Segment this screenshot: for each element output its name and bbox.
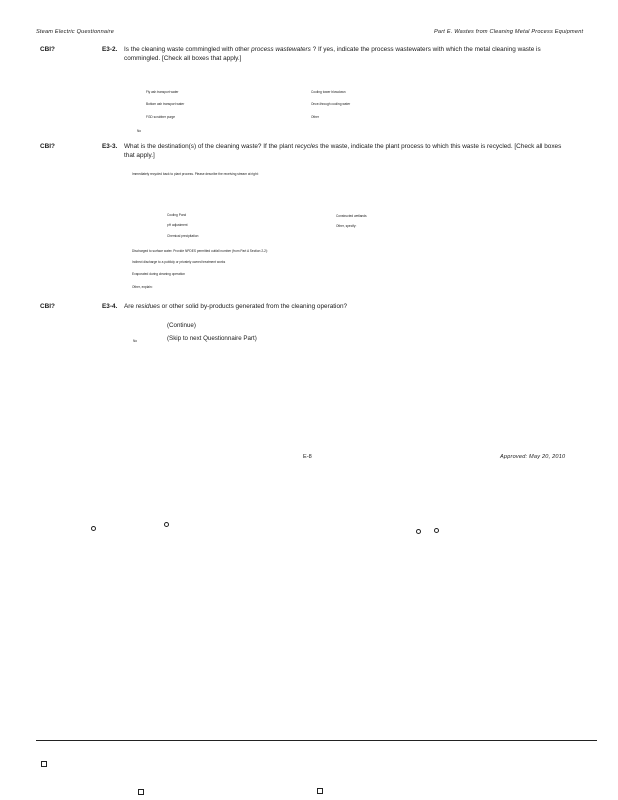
checkbox[interactable] xyxy=(41,761,47,767)
skip-label[interactable]: (Skip to next Questionnaire Part) xyxy=(167,335,257,342)
option-other-explain[interactable]: Other, explain: xyxy=(132,285,153,289)
checkbox[interactable] xyxy=(138,789,144,795)
option-cooling-tower[interactable]: Cooling tower blowdown xyxy=(311,90,346,94)
option-once-through[interactable]: Once-through cooling water xyxy=(311,102,351,106)
page-number: E-8 xyxy=(303,454,312,460)
question-text-e3-2: Is the cleaning waste commingled with other process wastewaters ? If yes, indicate the process wastewaters with which the metal cleaning waste is commingled. [Check all boxes that apply.] xyxy=(124,46,541,62)
question-number-e3-3: E3-3. xyxy=(102,143,118,150)
approval-date: Approved: May 20, 2010 xyxy=(500,454,566,460)
option-other[interactable]: Other xyxy=(311,115,319,119)
option-no-e3-4[interactable]: No xyxy=(133,339,138,343)
option-cooling-pond[interactable]: Cooling Pond xyxy=(167,213,187,217)
option-constructed-wetlands[interactable]: Constructed wetlands xyxy=(336,214,367,218)
header-title: Steam Electric Questionnaire xyxy=(36,29,115,35)
option-fgd-purge[interactable]: FGD scrubber purge xyxy=(146,115,176,119)
cbi-label-e3-3: CBI? xyxy=(40,143,55,150)
radio-button[interactable] xyxy=(91,526,96,531)
option-chemical-precipitation[interactable]: Chemical precipitation xyxy=(167,234,199,238)
option-bottom-ash[interactable]: Bottom ash transport water xyxy=(146,102,185,106)
radio-button[interactable] xyxy=(164,522,169,527)
question-number-e3-4: E3-4. xyxy=(102,303,118,310)
cbi-label-e3-4: CBI? xyxy=(40,303,55,310)
question-text-e3-4: Are residues or other solid by-products generated from the cleaning operation? xyxy=(124,303,348,310)
question-number-e3-2: E3-2. xyxy=(102,46,118,53)
option-ph-adjustment[interactable]: pH adjustment xyxy=(167,223,188,227)
continue-label[interactable]: (Continue) xyxy=(167,322,196,329)
checkbox[interactable] xyxy=(317,788,323,794)
radio-button[interactable] xyxy=(434,528,439,533)
option-indirect-discharge[interactable]: Indirect discharge to a publicly or privately owned treatment works xyxy=(132,260,226,264)
option-evaporated[interactable]: Evaporated during cleaning operation xyxy=(132,272,185,276)
option-discharged-surface[interactable]: Discharged to surface water. Provide NPDES permitted outfall number (from Part A Section 2-2): xyxy=(132,249,268,253)
horizontal-divider xyxy=(36,740,597,741)
option-fly-ash[interactable]: Fly ash transport water xyxy=(146,90,179,94)
option-other-specify[interactable]: Other, specify: xyxy=(336,224,357,228)
question-text-e3-3: What is the destination(s) of the cleaning waste? If the plant recycles the waste, indicate the plant process to which this waste is recycled. [Check all boxes that apply.] xyxy=(124,143,562,159)
option-no[interactable]: No xyxy=(137,129,142,133)
radio-button[interactable] xyxy=(416,529,421,534)
header-part-title: Part E. Wastes from Cleaning Metal Process Equipment xyxy=(434,29,584,35)
option-recycled[interactable]: Immediately recycled back to plant process. Please describe the receiving stream at right: xyxy=(132,172,259,176)
cbi-label-e3-2: CBI? xyxy=(40,46,55,53)
